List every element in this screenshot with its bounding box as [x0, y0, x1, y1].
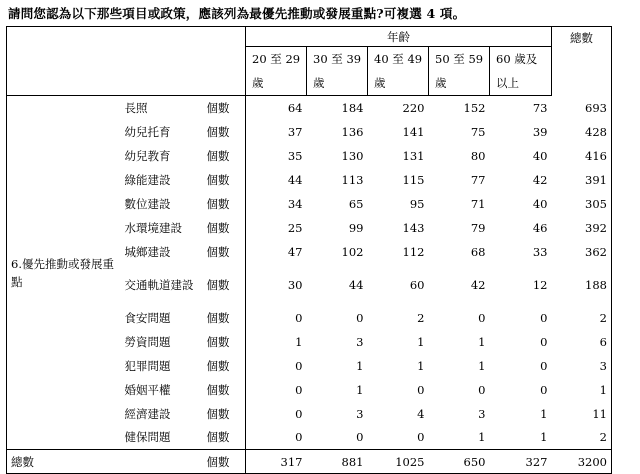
cell-count: 4 — [417, 406, 425, 421]
category-label: 婚姻平權 — [124, 382, 171, 397]
category-label: 數位建設 — [124, 196, 171, 211]
cell-count: 0 — [295, 382, 303, 397]
total-row-label: 總數 — [7, 450, 201, 474]
cell-count: 30 — [287, 277, 303, 292]
row-total: 392 — [552, 216, 612, 240]
crosstab-table — [6, 26, 612, 474]
cell-count: 1 — [417, 334, 425, 349]
cell-count: 44 — [287, 172, 303, 187]
header-age-30-39: 30 至 39 歲 — [307, 47, 368, 96]
header-total: 總數 — [552, 27, 612, 96]
cell-count: 220 — [402, 100, 425, 115]
cell-count: 0 — [540, 382, 548, 397]
cell-count: 77 — [470, 172, 486, 187]
unit-label: 個數 — [201, 216, 246, 240]
category-label: 幼兒托育 — [124, 124, 171, 139]
cell-count: 40 — [532, 196, 548, 211]
row-total: 305 — [552, 192, 612, 216]
cell-count: 0 — [417, 430, 425, 445]
category-label: 食安問題 — [124, 310, 171, 325]
cell-count: 0 — [540, 334, 548, 349]
unit-label: 個數 — [201, 426, 246, 450]
cell-count: 47 — [287, 244, 303, 259]
category-label: 水環境建設 — [124, 220, 182, 235]
cell-count: 34 — [287, 196, 303, 211]
cell-count: 1 — [356, 382, 364, 397]
total-count: 1025 — [368, 450, 429, 474]
cell-count: 60 — [409, 277, 425, 292]
cell-count: 184 — [341, 100, 364, 115]
row-total: 428 — [552, 120, 612, 144]
cell-count: 44 — [348, 277, 364, 292]
total-count: 317 — [246, 450, 307, 474]
cell-count: 68 — [470, 244, 486, 259]
cell-count: 1 — [295, 334, 303, 349]
cell-count: 0 — [540, 310, 548, 325]
total-count: 881 — [307, 450, 368, 474]
cell-count: 152 — [463, 100, 486, 115]
unit-label: 個數 — [201, 306, 246, 330]
category-label: 城鄉建設 — [124, 244, 171, 259]
cell-count: 0 — [295, 406, 303, 421]
row-total: 11 — [552, 402, 612, 426]
cell-count: 39 — [532, 124, 548, 139]
row-total: 1 — [552, 378, 612, 402]
cell-count: 141 — [402, 124, 425, 139]
unit-label: 個數 — [201, 378, 246, 402]
total-count: 650 — [429, 450, 490, 474]
cell-count: 95 — [409, 196, 425, 211]
category-label: 交通軌道建設 — [124, 277, 194, 292]
cell-count: 131 — [402, 148, 425, 163]
row-total: 6 — [552, 330, 612, 354]
cell-count: 1 — [417, 358, 425, 373]
cell-count: 33 — [532, 244, 548, 259]
cell-count: 73 — [532, 100, 548, 115]
cell-count: 37 — [287, 124, 303, 139]
cell-count: 102 — [341, 244, 364, 259]
row-total: 693 — [552, 96, 612, 120]
header-blank-corner — [7, 27, 246, 96]
cell-count: 65 — [348, 196, 364, 211]
cell-count: 1 — [478, 334, 486, 349]
unit-label: 個數 — [201, 192, 246, 216]
cell-count: 64 — [287, 100, 303, 115]
cell-count: 0 — [356, 310, 364, 325]
unit-label: 個數 — [201, 264, 246, 306]
cell-count: 0 — [478, 382, 486, 397]
cell-count: 0 — [356, 430, 364, 445]
cell-count: 2 — [417, 310, 425, 325]
cell-count: 40 — [532, 148, 548, 163]
unit-label: 個數 — [201, 402, 246, 426]
cell-count: 0 — [478, 310, 486, 325]
cell-count: 115 — [402, 172, 425, 187]
cell-count: 136 — [341, 124, 364, 139]
unit-label: 個數 — [201, 330, 246, 354]
cell-count: 42 — [532, 172, 548, 187]
unit-label: 個數 — [201, 450, 246, 474]
cell-count: 12 — [532, 277, 548, 292]
total-row — [7, 450, 612, 474]
cell-count: 3 — [478, 406, 486, 421]
unit-label: 個數 — [201, 168, 246, 192]
cell-count: 75 — [470, 124, 486, 139]
cell-count: 0 — [295, 358, 303, 373]
table-row — [7, 96, 612, 120]
cell-count: 42 — [470, 277, 486, 292]
category-label: 幼兒教育 — [124, 148, 171, 163]
category-label: 勞資問題 — [124, 334, 171, 349]
row-total: 188 — [552, 264, 612, 306]
category-label: 長照 — [124, 100, 148, 115]
category-label: 犯罪問題 — [124, 358, 171, 373]
cell-count: 143 — [402, 220, 425, 235]
unit-label: 個數 — [201, 120, 246, 144]
header-age-40-49: 40 至 49 歲 — [368, 47, 429, 96]
header-age-group: 年齡 — [246, 27, 552, 47]
cell-count: 35 — [287, 148, 303, 163]
cell-count: 130 — [341, 148, 364, 163]
cell-count: 1 — [540, 406, 548, 421]
cell-count: 3 — [356, 406, 364, 421]
cell-count: 46 — [532, 220, 548, 235]
cell-count: 79 — [470, 220, 486, 235]
row-total: 3 — [552, 354, 612, 378]
cell-count: 1 — [540, 430, 548, 445]
row-total: 2 — [552, 426, 612, 450]
unit-label: 個數 — [201, 240, 246, 264]
row-total: 391 — [552, 168, 612, 192]
table-body — [7, 96, 612, 474]
cell-count: 0 — [540, 358, 548, 373]
cell-count: 99 — [348, 220, 364, 235]
cell-count: 112 — [402, 244, 425, 259]
category-label: 健保問題 — [124, 430, 171, 445]
unit-label: 個數 — [201, 144, 246, 168]
table-title: 請問您認為以下那些項目或政策，應該列為最優先推動或發展重點?可複選 4 項。 — [8, 6, 466, 21]
cell-count: 71 — [470, 196, 486, 211]
cell-count: 113 — [341, 172, 364, 187]
category-label: 綠能建設 — [124, 172, 171, 187]
header-age-50-59: 50 至 59 歲 — [429, 47, 490, 96]
cell-count: 25 — [287, 220, 303, 235]
cell-count: 80 — [470, 148, 486, 163]
row-total: 362 — [552, 240, 612, 264]
cell-count: 1 — [478, 430, 486, 445]
row-total: 416 — [552, 144, 612, 168]
cell-count: 1 — [478, 358, 486, 373]
variable-label: 6.優先推動或發展重點 — [7, 96, 119, 450]
header-age-60-plus: 60 歲及以上 — [490, 47, 552, 96]
grand-total: 3200 — [552, 450, 612, 474]
cell-count: 1 — [356, 358, 364, 373]
cell-count: 0 — [295, 310, 303, 325]
cell-count: 3 — [356, 334, 364, 349]
category-label: 經濟建設 — [124, 406, 171, 421]
cell-count: 0 — [417, 382, 425, 397]
unit-label: 個數 — [201, 354, 246, 378]
row-total: 2 — [552, 306, 612, 330]
cell-count: 0 — [295, 430, 303, 445]
unit-label: 個數 — [201, 96, 246, 120]
header-age-20-29: 20 至 29 歲 — [246, 47, 307, 96]
total-count: 327 — [490, 450, 552, 474]
